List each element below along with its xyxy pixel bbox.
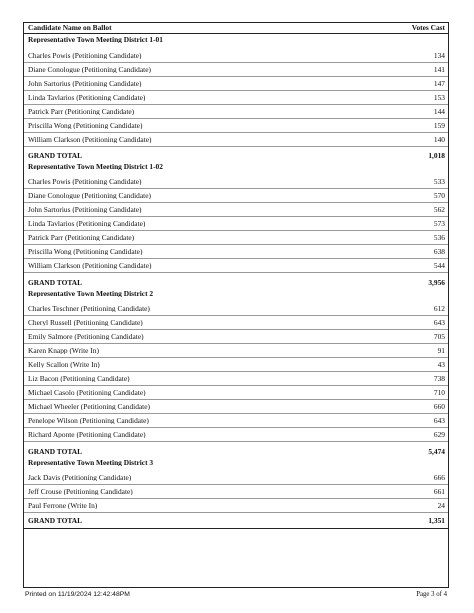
section-title: Representative Town Meeting District 3 — [28, 458, 154, 467]
votes-value: 533 — [433, 176, 445, 186]
candidate-name: Diane Conologue (Petitioning Candidate) — [28, 191, 151, 200]
candidate-name: Michael Wheeler (Petitioning Candidate) — [28, 402, 150, 411]
table-row — [24, 217, 448, 231]
candidate-name: Michael Casolo (Petitioning Candidate) — [28, 388, 146, 397]
grand-total-label: GRAND TOTAL — [28, 517, 83, 525]
candidate-name: Paul Ferrone (Write In) — [28, 501, 98, 510]
table-row — [24, 203, 448, 217]
candidate-name: William Clarkson (Petitioning Candidate) — [28, 261, 152, 270]
header-votes-cast: Votes Cast — [411, 23, 445, 33]
table-row — [24, 63, 448, 77]
votes-value: 24 — [437, 500, 445, 510]
table-row — [24, 499, 448, 513]
section-title: Representative Town Meeting District 1-01 — [28, 35, 163, 44]
votes-value: 643 — [433, 415, 445, 425]
votes-value: 660 — [433, 401, 445, 411]
section-title: Representative Town Meeting District 1-02 — [28, 162, 163, 171]
candidate-name: Jeff Crouse (Petitioning Candidate) — [28, 487, 133, 496]
candidate-name: Charles Powis (Petitioning Candidate) — [28, 177, 142, 186]
table-row — [24, 105, 448, 119]
votes-value: 738 — [433, 373, 445, 383]
votes-value: 573 — [433, 218, 445, 228]
grand-total-value: 5,474 — [428, 446, 445, 456]
candidate-name: Charles Powis (Petitioning Candidate) — [28, 51, 142, 60]
section-title: Representative Town Meeting District 2 — [28, 289, 154, 298]
table-row — [24, 91, 448, 105]
votes-value: 544 — [433, 260, 445, 270]
table-row — [24, 330, 448, 344]
candidate-name: Emily Salmore (Petitioning Candidate) — [28, 332, 144, 341]
candidate-name: Linda Tavlarios (Petitioning Candidate) — [28, 93, 146, 102]
grand-total-row — [24, 514, 448, 529]
table-row — [24, 189, 448, 203]
votes-value: 144 — [433, 106, 445, 116]
votes-value: 140 — [433, 134, 445, 144]
table-row — [24, 77, 448, 91]
page-number: Page 3 of 4 — [416, 591, 447, 598]
table-row — [24, 344, 448, 358]
grand-total-row — [24, 446, 448, 457]
table-row — [24, 358, 448, 372]
votes-value: 536 — [433, 232, 445, 242]
printed-timestamp: Printed on 11/19/2024 12:42:48PM — [25, 591, 130, 598]
table-row — [24, 119, 448, 133]
grand-total-row — [24, 277, 448, 288]
candidate-name: Liz Bacon (Petitioning Candidate) — [28, 374, 130, 383]
votes-value: 91 — [437, 345, 445, 355]
table-row — [24, 372, 448, 386]
table-row — [24, 245, 448, 259]
header-candidate-name: Candidate Name on Ballot — [28, 24, 112, 32]
table-row — [24, 428, 448, 442]
grand-total-label: GRAND TOTAL — [28, 151, 83, 160]
votes-value: 643 — [433, 317, 445, 327]
candidate-name: Kelly Scallon (Write In) — [28, 360, 100, 369]
candidate-name: Priscilla Wong (Petitioning Candidate) — [28, 247, 143, 256]
table-header — [24, 23, 448, 34]
grand-total-label: GRAND TOTAL — [28, 278, 83, 287]
votes-value: 43 — [437, 359, 445, 369]
candidate-name: John Sartorius (Petitioning Candidate) — [28, 205, 142, 214]
candidate-name: Diane Conologue (Petitioning Candidate) — [28, 65, 151, 74]
candidate-name: Richard Aponte (Petitioning Candidate) — [28, 430, 146, 439]
grand-total-value: 3,956 — [428, 277, 445, 287]
candidate-name: Charles Teschner (Petitioning Candidate) — [28, 304, 150, 313]
candidate-name: Karen Knapp (Write In) — [28, 346, 99, 355]
votes-value: 661 — [433, 486, 445, 496]
table-row — [24, 471, 448, 485]
votes-value: 629 — [433, 429, 445, 439]
table-row — [24, 231, 448, 245]
results-table — [23, 22, 449, 588]
votes-value: 141 — [433, 64, 445, 74]
candidate-name: Patrick Parr (Petitioning Candidate) — [28, 233, 135, 242]
candidate-name: Linda Tavlarios (Petitioning Candidate) — [28, 219, 146, 228]
candidate-name: Patrick Parr (Petitioning Candidate) — [28, 107, 135, 116]
votes-value: 134 — [433, 50, 445, 60]
table-row — [24, 133, 448, 147]
candidate-name: Priscilla Wong (Petitioning Candidate) — [28, 121, 143, 130]
table-row — [24, 485, 448, 499]
candidate-name: William Clarkson (Petitioning Candidate) — [28, 135, 152, 144]
table-row — [24, 414, 448, 428]
grand-total-value: 1,351 — [428, 516, 445, 526]
votes-value: 710 — [433, 387, 445, 397]
candidate-name: John Sartorius (Petitioning Candidate) — [28, 79, 142, 88]
votes-value: 638 — [433, 246, 445, 256]
table-row — [24, 49, 448, 63]
candidate-name: Cheryl Russell (Petitioning Candidate) — [28, 318, 143, 327]
votes-value: 153 — [433, 92, 445, 102]
grand-total-row — [24, 150, 448, 161]
votes-value: 562 — [433, 204, 445, 214]
votes-value: 666 — [433, 472, 445, 482]
grand-total-value: 1,018 — [428, 150, 445, 160]
table-row — [24, 316, 448, 330]
table-row — [24, 302, 448, 316]
table-row — [24, 259, 448, 273]
votes-value: 159 — [433, 120, 445, 130]
table-row — [24, 400, 448, 414]
candidate-name: Jack Davis (Petitioning Candidate) — [28, 473, 132, 482]
table-row — [24, 386, 448, 400]
candidate-name: Penelope Wilson (Petitioning Candidate) — [28, 416, 149, 425]
table-row — [24, 175, 448, 189]
votes-value: 705 — [433, 331, 445, 341]
votes-value: 147 — [433, 78, 445, 88]
votes-value: 570 — [433, 190, 445, 200]
grand-total-label: GRAND TOTAL — [28, 447, 83, 456]
votes-value: 612 — [433, 303, 445, 313]
